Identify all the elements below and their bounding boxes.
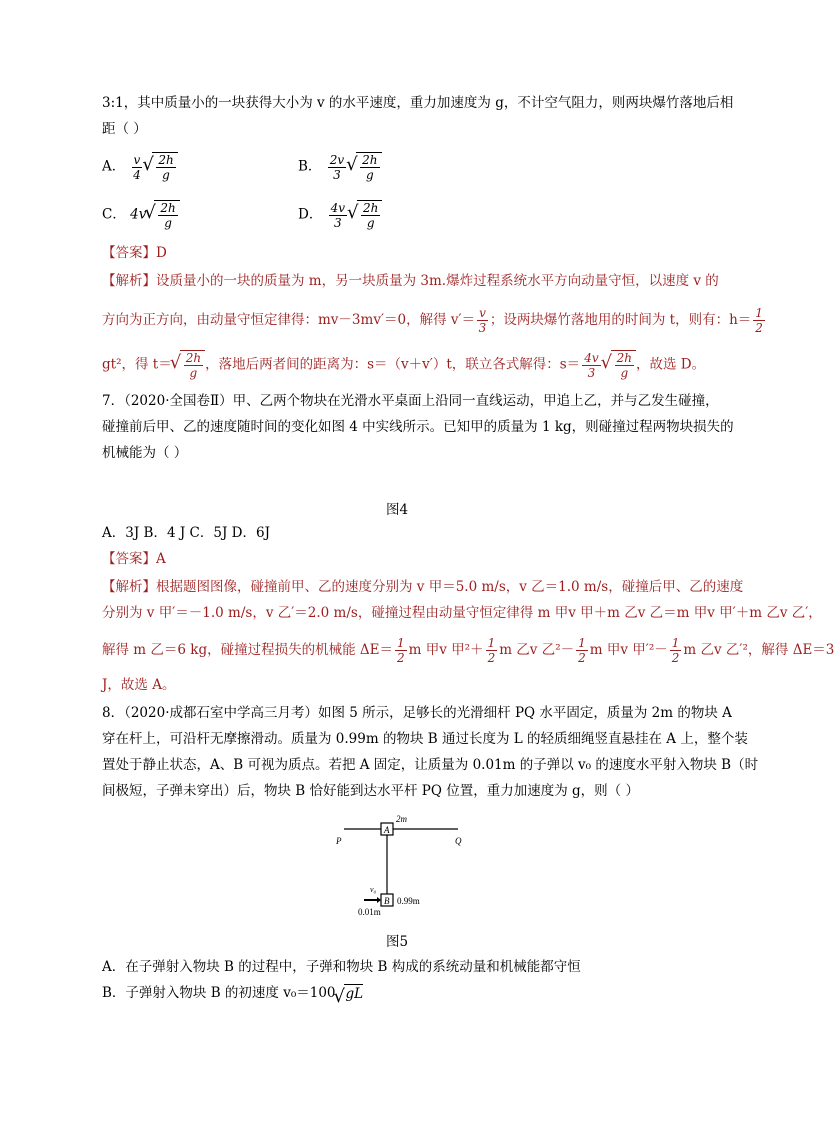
option-d-label: D． xyxy=(298,206,323,223)
q6-option-d xyxy=(298,200,382,230)
option-a-label: A． xyxy=(102,158,126,175)
option-c-label: C． xyxy=(102,206,126,223)
q8-stem-1: 8．（2020·成都石室中学高三月考）如图 5 所示，足够长的光滑细杆 PQ 水平固定，质量为 2m 的物块 A xyxy=(102,705,732,721)
label-2m: 2m xyxy=(396,814,407,824)
q7-analysis-3: 解得 m 乙＝6 kg，碰撞过程损失的机械能 ΔE＝ $\frac{1}{2}$ m 甲v 甲²＋ $\frac{1}{2}$ m 乙v 乙²－ $\frac{1}{2}$ m 甲v 甲′²－ $\frac{1}{2}$ m 乙v 乙′²，解得 ΔE＝3 xyxy=(102,636,834,665)
label-a: A xyxy=(384,825,390,835)
q6-option-a xyxy=(102,152,178,182)
q6-analysis-2: 方向为正方向，由动量守恒定律得：mv－3mv′＝0，解得 v′＝ $\frac{v}{3}$ ；设两块爆竹落地用的时间为 t，则有：h＝ $\frac{1}{2}$ xyxy=(102,306,763,335)
option-b-label: B． xyxy=(298,158,322,175)
bullet-arrow xyxy=(377,897,381,903)
q6-analysis-1: 【解析】设质量小的一块的质量为 m，另一块质量为 3m.爆炸过程系统水平方向动量守恒，以速度 v 的 xyxy=(102,273,719,289)
q6-intro: 3:1，其中质量小的一块获得大小为 v 的水平速度，重力加速度为 g，不计空气阻力，则两块爆竹落地后相 xyxy=(102,95,734,111)
figure-4-caption: 图4 xyxy=(385,502,409,518)
q7-options: A．3J B．4 J C．5J D．6J xyxy=(102,525,270,541)
q8-option-a: A．在子弹射入物块 B 的过程中，子弹和物块 B 构成的系统动量和机械能都守恒 xyxy=(102,959,581,975)
q7-stem-1: 7．（2020·全国卷Ⅱ）甲、乙两个物块在光滑水平桌面上沿同一直线运动，甲追上乙，并与乙发生碰撞， xyxy=(102,393,719,409)
label-b: B xyxy=(384,896,390,906)
q8-option-b: B．子弹射入物块 B 的初速度 v₀＝100√ gL xyxy=(102,984,363,1003)
q6-option-c: C． 4v √ $\frac{2h}{g}$ xyxy=(102,200,180,230)
label-099m: 0.99m xyxy=(397,896,420,906)
fraction: $\frac{4v}{3}$ xyxy=(330,200,346,230)
q7-stem-3: 机械能为（ ） xyxy=(102,445,188,461)
sqrt: √ $\frac{2h}{g}$ xyxy=(144,152,177,182)
label-v0: v₀ xyxy=(370,885,377,894)
label-001m: 0.01m xyxy=(358,907,381,917)
q8-stem-4: 间极短，子弹未穿出）后，物块 B 恰好能到达水平杆 PQ 位置，重力加速度为 g，则（ ） xyxy=(102,783,639,799)
q7-analysis-4: J，故选 A。 xyxy=(102,677,176,693)
q7-answer: 【答案】A xyxy=(102,551,166,567)
sqrt: √ $\frac{2h}{g}$ xyxy=(349,200,382,230)
fraction: $\frac{2v}{3}$ xyxy=(329,152,345,182)
q7-analysis-1: 【解析】根据题图图像，碰撞前甲、乙的速度分别为 v 甲＝5.0 m/s，v 乙＝1.0 m/s，碰撞后甲、乙的速度 xyxy=(102,579,744,595)
label-p: P xyxy=(336,836,342,846)
q6-intro2: 距（ ） xyxy=(102,121,147,137)
q6-option-b xyxy=(298,152,382,182)
label-q: Q xyxy=(455,836,462,846)
q6-analysis-3: gt²，得 t＝ √ $\frac{2h}{g}$ ，落地后两者间的距离为：s＝（v＋v′）t，联立各式解得：s＝ $\frac{4v}{3}$ √ $\frac{2h}{g}$ ，故选 D。 xyxy=(102,350,705,380)
q8-stem-3: 置处于静止状态，A、B 可视为质点。若把 A 固定，让质量为 0.01m 的子弹以 v₀ 的速度水平射入物块 B（时 xyxy=(102,757,759,773)
q7-analysis-2: 分别为 v 甲′＝－1.0 m/s，v 乙′＝2.0 m/s，碰撞过程由动量守恒定律得 m 甲v 甲＋m 乙v 乙＝m 甲v 甲′＋m 乙v 乙′， xyxy=(102,605,822,621)
sqrt: √ $\frac{2h}{g}$ xyxy=(146,200,179,230)
figure-5-caption: 图5 xyxy=(385,934,409,950)
q7-stem-2: 碰撞前后甲、乙的速度随时间的变化如图 4 中实线所示。已知甲的质量为 1 kg，则碰撞过程两物块损失的 xyxy=(102,419,734,435)
figure-5-diagram xyxy=(330,812,490,922)
q8-stem-2: 穿在杆上，可沿杆无摩擦滑动。质量为 0.99m 的物块 B 通过长度为 L 的轻质细绳竖直悬挂在 A 上，整个装 xyxy=(102,731,748,747)
fraction: $\frac{v}{4}$ xyxy=(133,152,141,182)
sqrt: √ $\frac{2h}{g}$ xyxy=(348,152,381,182)
q6-answer: 【答案】D xyxy=(102,245,167,261)
